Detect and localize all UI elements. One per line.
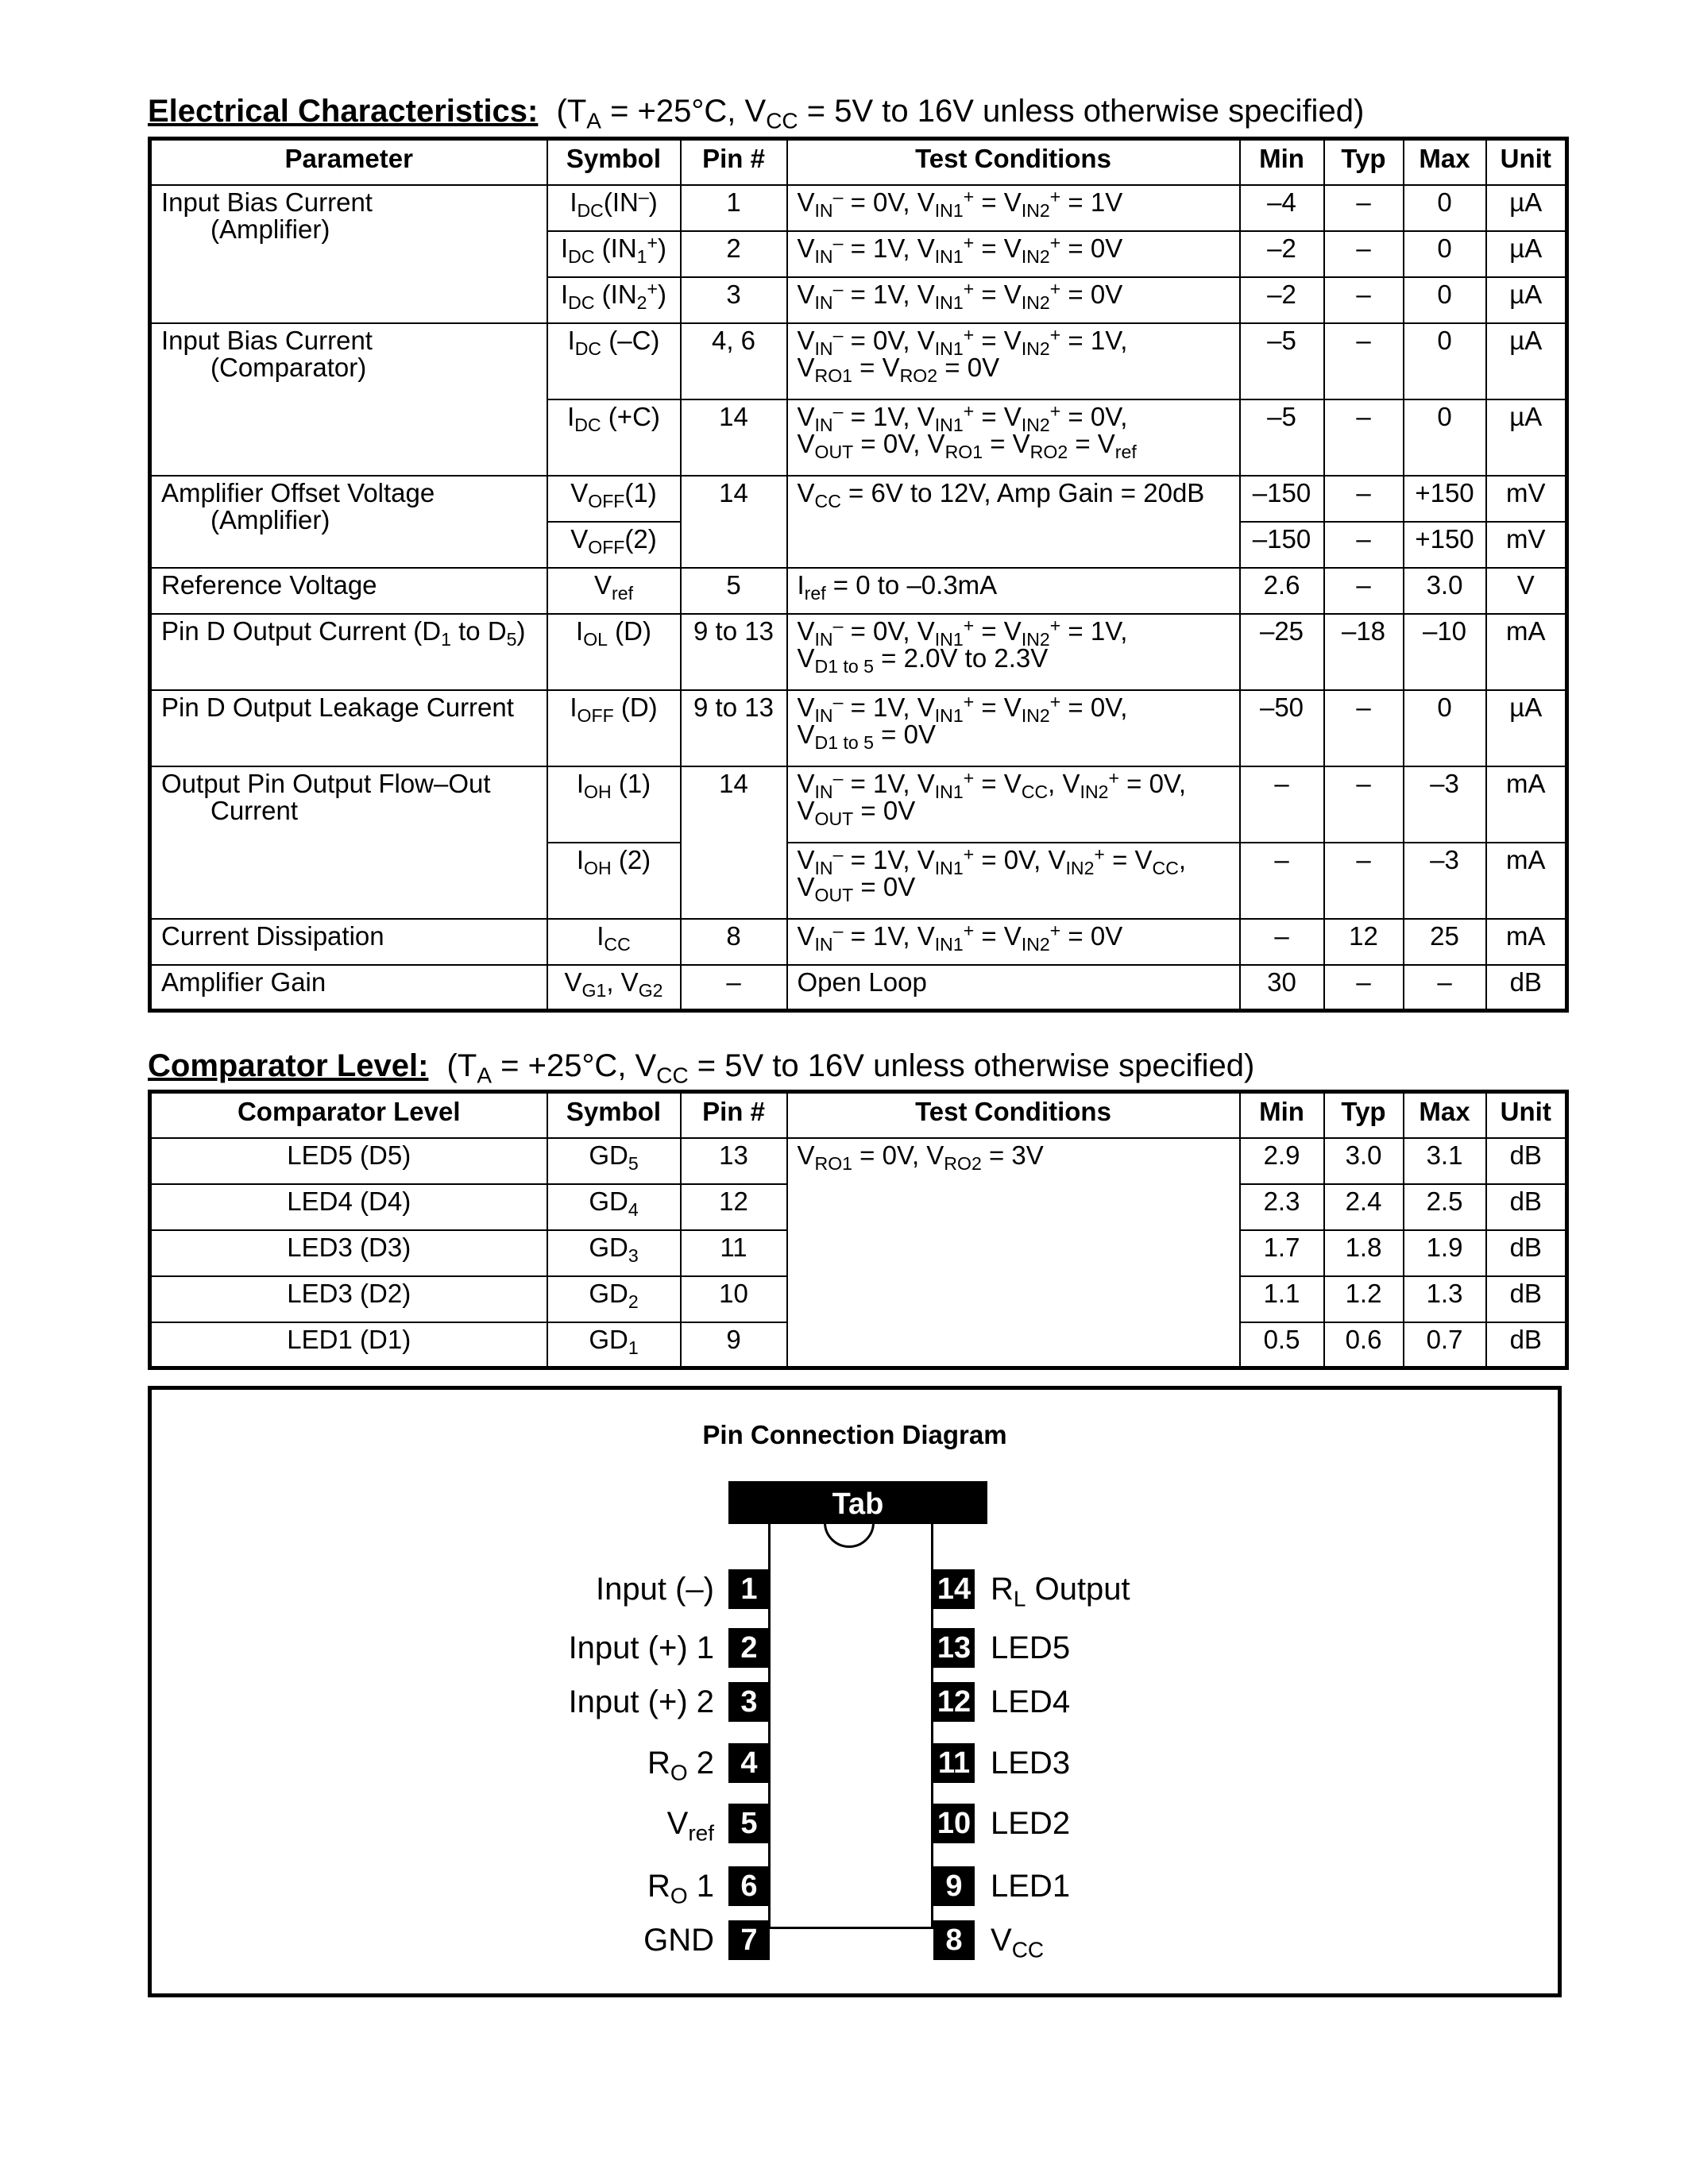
symbol-cell: $V_{OFF}(1)$: [547, 476, 681, 522]
param-cell: Reference Voltage: [150, 568, 547, 614]
col-header: Pin #: [681, 1092, 787, 1138]
pin-2-label: Input (+) 1: [568, 1630, 714, 1665]
comparator-level-table: [148, 1090, 1569, 1370]
pin-14-label: $R_L$ Output: [991, 1572, 1130, 1611]
comparator-title: Comparator Level:: [148, 1048, 429, 1083]
cond-cell: $V_{IN}^- = 0V$, $V_{IN1}^+ = V_{IN2}^+ = 1V$: [787, 185, 1240, 231]
col-header: Typ: [1324, 139, 1404, 185]
max-cell: –10: [1404, 614, 1486, 690]
pin-4: 4: [728, 1743, 770, 1783]
max-cell: 0: [1404, 185, 1486, 231]
max-cell: +150: [1404, 522, 1486, 568]
pin-cell: 14: [681, 399, 787, 476]
pin-cell: 5: [681, 568, 787, 614]
comparator-heading: [148, 1048, 1255, 1088]
unit-cell: mA: [1486, 919, 1567, 965]
pin-11-label: LED3: [991, 1746, 1071, 1781]
table-row: [150, 690, 1567, 766]
symbol-cell: $I_{DC}$ (+C): [547, 399, 681, 476]
typ-cell: 1.2: [1324, 1276, 1404, 1322]
pin-connection-diagram: [148, 1386, 1562, 1997]
symbol-cell: $I_{DC}(IN^-)$: [547, 185, 681, 231]
col-header: Unit: [1486, 1092, 1567, 1138]
cond-cell: $V_{CC} = 6V$ to 12V, Amp Gain = 20dB: [787, 476, 1240, 568]
typ-cell: 2.4: [1324, 1184, 1404, 1230]
max-cell: –3: [1404, 766, 1486, 843]
max-cell: 3.1: [1404, 1138, 1486, 1184]
typ-cell: –: [1324, 399, 1404, 476]
min-cell: 2.3: [1240, 1184, 1324, 1230]
max-cell: 25: [1404, 919, 1486, 965]
max-cell: –3: [1404, 843, 1486, 919]
pin-12-label: LED4: [991, 1684, 1071, 1719]
typ-cell: –: [1324, 766, 1404, 843]
symbol-cell: $V_{OFF}(2)$: [547, 522, 681, 568]
pin-cell: 9: [681, 1322, 787, 1368]
param-cell: Current Dissipation: [150, 919, 547, 965]
table-header-row: [150, 1092, 1567, 1138]
min-cell: –50: [1240, 690, 1324, 766]
unit-cell: dB: [1486, 1184, 1567, 1230]
symbol-cell: $I_{DC}$ (–C): [547, 323, 681, 399]
max-cell: 1.9: [1404, 1230, 1486, 1276]
table-row: [150, 323, 1567, 399]
min-cell: –150: [1240, 476, 1324, 522]
cond-cell: $V_{IN}^- = 1V$, $V_{IN1}^+ = V_{IN2}^+ = 0V$, $V_{OUT} = 0V$, $V_{RO1} = V_{RO2} = V_{ref}$: [787, 399, 1240, 476]
table-row: [150, 568, 1567, 614]
unit-cell: dB: [1486, 1276, 1567, 1322]
pin-1: 1: [728, 1569, 770, 1609]
pin-cell: 9 to 13: [681, 614, 787, 690]
col-header: Test Conditions: [787, 1092, 1240, 1138]
symbol-cell: $I_{OH}$ (2): [547, 843, 681, 919]
cond-cell: $V_{IN}^- = 1V$, $V_{IN1}^+ = V_{IN2}^+ = 0V$: [787, 231, 1240, 277]
pin-9-label: LED1: [991, 1869, 1071, 1904]
unit-cell: mV: [1486, 522, 1567, 568]
cond-cell: $V_{IN}^- = 0V$, $V_{IN1}^+ = V_{IN2}^+ = 1V$, $V_{RO1} = V_{RO2} = 0V$: [787, 323, 1240, 399]
max-cell: 0: [1404, 277, 1486, 323]
cond-cell: $V_{IN}^- = 0V$, $V_{IN1}^+ = V_{IN2}^+ = 1V$, $V_{D1 to 5} = 2.0V$ to 2.3V: [787, 614, 1240, 690]
electrical-title: Electrical Characteristics:: [148, 94, 539, 129]
unit-cell: dB: [1486, 965, 1567, 1011]
pin-cell: 13: [681, 1138, 787, 1184]
symbol-cell: $I_{OL}$ (D): [547, 614, 681, 690]
min-cell: –5: [1240, 399, 1324, 476]
electrical-heading: [148, 94, 1365, 133]
pin-cell: 8: [681, 919, 787, 965]
pin-10-label: LED2: [991, 1806, 1071, 1841]
typ-cell: –: [1324, 522, 1404, 568]
cond-cell: $V_{IN}^- = 1V$, $V_{IN1}^+ = V_{CC}$, $V_{IN2}^+ = 0V$, $V_{OUT} = 0V$: [787, 766, 1240, 843]
pin-8-label: $V_{CC}$: [991, 1923, 1045, 1962]
param-cell: Pin D Output Leakage Current: [150, 690, 547, 766]
pin-cell: 1: [681, 185, 787, 231]
col-header: Test Conditions: [787, 139, 1240, 185]
pin-cell: 12: [681, 1184, 787, 1230]
symbol-cell: $GD_5$: [547, 1138, 681, 1184]
level-cell: LED5 (D5): [150, 1138, 547, 1184]
unit-cell: µA: [1486, 323, 1567, 399]
pin-cell: 10: [681, 1276, 787, 1322]
col-header: Min: [1240, 1092, 1324, 1138]
typ-cell: –: [1324, 185, 1404, 231]
cond-cell: $V_{IN}^- = 1V$, $V_{IN1}^+ = 0V$, $V_{IN2}^+ = V_{CC}$, $V_{OUT} = 0V$: [787, 843, 1240, 919]
pin-cell: 9 to 13: [681, 690, 787, 766]
param-cell: Amplifier Gain: [150, 965, 547, 1011]
col-header: Pin #: [681, 139, 787, 185]
param-cell: Amplifier Offset Voltage (Amplifier): [150, 476, 547, 568]
electrical-conditions: ($T_A = +25^\circ C$, $V_{CC} = 5V$ to 16V unless otherwise specified): [556, 94, 1365, 133]
symbol-cell: $V_{G1}$, $V_{G2}$: [547, 965, 681, 1011]
pin-3: 3: [728, 1682, 770, 1722]
pin-8: 8: [933, 1920, 975, 1960]
max-cell: 2.5: [1404, 1184, 1486, 1230]
table-row: [150, 476, 1567, 522]
pin-13: 13: [933, 1628, 975, 1668]
max-cell: 0: [1404, 323, 1486, 399]
max-cell: 0.7: [1404, 1322, 1486, 1368]
unit-cell: µA: [1486, 277, 1567, 323]
min-cell: –5: [1240, 323, 1324, 399]
typ-cell: –: [1324, 965, 1404, 1011]
min-cell: –150: [1240, 522, 1324, 568]
pin-1-label: Input (–): [596, 1572, 714, 1607]
col-header: Max: [1404, 1092, 1486, 1138]
pin-cell: 14: [681, 476, 787, 568]
unit-cell: mA: [1486, 614, 1567, 690]
max-cell: 3.0: [1404, 568, 1486, 614]
col-header: Comparator Level: [150, 1092, 547, 1138]
pin-cell: 11: [681, 1230, 787, 1276]
typ-cell: –: [1324, 690, 1404, 766]
cond-cell: $V_{IN}^- = 1V$, $V_{IN1}^+ = V_{IN2}^+ = 0V$: [787, 919, 1240, 965]
min-cell: 0.5: [1240, 1322, 1324, 1368]
min-cell: –4: [1240, 185, 1324, 231]
param-cell: Output Pin Output Flow–Out Current: [150, 766, 547, 919]
symbol-cell: $GD_2$: [547, 1276, 681, 1322]
min-cell: –2: [1240, 277, 1324, 323]
min-cell: 30: [1240, 965, 1324, 1011]
typ-cell: –18: [1324, 614, 1404, 690]
min-cell: –2: [1240, 231, 1324, 277]
table-row: [150, 185, 1567, 231]
package-tab: Tab: [728, 1481, 987, 1524]
diagram-title: Pin Connection Diagram: [702, 1420, 1007, 1449]
col-header: Symbol: [547, 1092, 681, 1138]
min-cell: 1.7: [1240, 1230, 1324, 1276]
symbol-cell: $I_{CC}$: [547, 919, 681, 965]
param-cell: Input Bias Current (Amplifier): [150, 185, 547, 323]
symbol-cell: $V_{ref}$: [547, 568, 681, 614]
cond-cell: $V_{RO1} = 0V$, $V_{RO2} = 3V$: [787, 1138, 1240, 1368]
max-cell: –: [1404, 965, 1486, 1011]
pin-cell: 2: [681, 231, 787, 277]
cond-cell: $I_{ref} = 0$ to –0.3mA: [787, 568, 1240, 614]
pin-cell: 14: [681, 766, 787, 919]
max-cell: 1.3: [1404, 1276, 1486, 1322]
pin-5-label: $V_{ref}$: [666, 1806, 714, 1846]
symbol-cell: $GD_1$: [547, 1322, 681, 1368]
electrical-characteristics-table: [148, 137, 1569, 1013]
col-header: Symbol: [547, 139, 681, 185]
pin-2: 2: [728, 1628, 770, 1668]
pin-cell: 4, 6: [681, 323, 787, 399]
param-cell: Input Bias Current (Comparator): [150, 323, 547, 476]
unit-cell: mA: [1486, 843, 1567, 919]
col-header: Min: [1240, 139, 1324, 185]
min-cell: –: [1240, 843, 1324, 919]
typ-cell: 12: [1324, 919, 1404, 965]
unit-cell: µA: [1486, 185, 1567, 231]
cond-cell: $V_{IN}^- = 1V$, $V_{IN1}^+ = V_{IN2}^+ = 0V$: [787, 277, 1240, 323]
symbol-cell: $I_{OH}$ (1): [547, 766, 681, 843]
pin-7: 7: [728, 1920, 770, 1960]
typ-cell: –: [1324, 476, 1404, 522]
table-row: [150, 766, 1567, 843]
symbol-cell: $I_{DC}$ $(IN_1^+)$: [547, 231, 681, 277]
unit-cell: mA: [1486, 766, 1567, 843]
typ-cell: –: [1324, 277, 1404, 323]
cond-cell: Open Loop: [787, 965, 1240, 1011]
table-row: [150, 614, 1567, 690]
min-cell: 1.1: [1240, 1276, 1324, 1322]
pin-cell: –: [681, 965, 787, 1011]
pin-14: 14: [933, 1569, 975, 1609]
typ-cell: 1.8: [1324, 1230, 1404, 1276]
unit-cell: V: [1486, 568, 1567, 614]
unit-cell: dB: [1486, 1322, 1567, 1368]
pin-6: 6: [728, 1866, 770, 1906]
min-cell: 2.6: [1240, 568, 1324, 614]
max-cell: 0: [1404, 231, 1486, 277]
max-cell: +150: [1404, 476, 1486, 522]
pin-9: 9: [933, 1866, 975, 1906]
table-row: [150, 965, 1567, 1011]
typ-cell: 0.6: [1324, 1322, 1404, 1368]
col-header: Typ: [1324, 1092, 1404, 1138]
typ-cell: –: [1324, 323, 1404, 399]
symbol-cell: $I_{DC}$ $(IN_2^+)$: [547, 277, 681, 323]
max-cell: 0: [1404, 690, 1486, 766]
param-cell: Pin D Output Current ($D_1$ to $D_5$): [150, 614, 547, 690]
pin-7-label: GND: [643, 1923, 714, 1958]
level-cell: LED1 (D1): [150, 1322, 547, 1368]
pin-11: 11: [933, 1743, 975, 1783]
pin-5: 5: [728, 1804, 770, 1843]
table-header-row: [150, 139, 1567, 185]
comparator-conditions: ($T_A = +25^\circ C$, $V_{CC} = 5V$ to 16V unless otherwise specified): [446, 1048, 1255, 1088]
min-cell: –25: [1240, 614, 1324, 690]
pin-cell: 3: [681, 277, 787, 323]
typ-cell: –: [1324, 568, 1404, 614]
package-body: [768, 1524, 933, 1929]
unit-cell: µA: [1486, 399, 1567, 476]
level-cell: LED4 (D4): [150, 1184, 547, 1230]
min-cell: –: [1240, 919, 1324, 965]
cond-cell: $V_{IN}^- = 1V$, $V_{IN1}^+ = V_{IN2}^+ = 0V$, $V_{D1 to 5} = 0V$: [787, 690, 1240, 766]
unit-cell: dB: [1486, 1230, 1567, 1276]
pin-6-label: $R_O$ 1: [647, 1869, 714, 1908]
level-cell: LED3 (D2): [150, 1276, 547, 1322]
max-cell: 0: [1404, 399, 1486, 476]
pin-10: 10: [933, 1804, 975, 1843]
pin-3-label: Input (+) 2: [568, 1684, 714, 1719]
min-cell: 2.9: [1240, 1138, 1324, 1184]
typ-cell: –: [1324, 843, 1404, 919]
symbol-cell: $GD_3$: [547, 1230, 681, 1276]
typ-cell: –: [1324, 231, 1404, 277]
symbol-cell: $I_{OFF}$ (D): [547, 690, 681, 766]
col-header: Parameter: [150, 139, 547, 185]
min-cell: –: [1240, 766, 1324, 843]
typ-cell: 3.0: [1324, 1138, 1404, 1184]
unit-cell: mV: [1486, 476, 1567, 522]
symbol-cell: $GD_4$: [547, 1184, 681, 1230]
unit-cell: µA: [1486, 231, 1567, 277]
level-cell: LED3 (D3): [150, 1230, 547, 1276]
pin-4-label: $R_O$ 2: [647, 1746, 714, 1785]
unit-cell: dB: [1486, 1138, 1567, 1184]
unit-cell: µA: [1486, 690, 1567, 766]
table-row: [150, 1138, 1567, 1184]
pin-13-label: LED5: [991, 1630, 1071, 1665]
col-header: Unit: [1486, 139, 1567, 185]
pin-12: 12: [933, 1682, 975, 1722]
table-row: [150, 919, 1567, 965]
col-header: Max: [1404, 139, 1486, 185]
